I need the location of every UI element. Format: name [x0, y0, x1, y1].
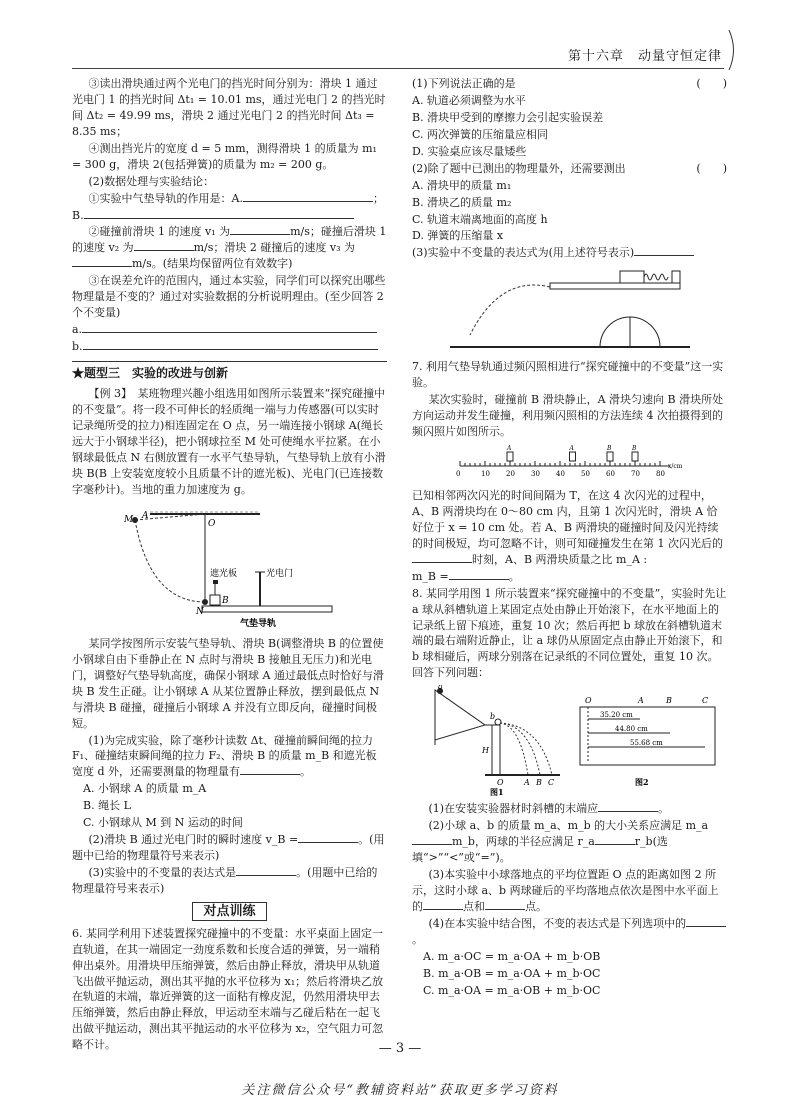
svg-text:B: B	[535, 778, 542, 788]
p8-q4-b: B. m_a·OB = m_a·OA + m_b·OC	[423, 966, 601, 980]
scale-label: 80	[655, 470, 665, 478]
svg-text:B: B	[221, 595, 229, 606]
pendulum-airtrack-figure	[110, 502, 350, 632]
p6-q2-c: C. 轨道末端离地面的高度 h	[412, 212, 548, 226]
p8-q4-c: C. m_a·OA = m_a·OB + m_b·OC	[423, 983, 601, 997]
p8-q4-a: A. m_a·OC = m_a·OA + m_b·OB	[423, 949, 601, 963]
answer-blank[interactable]	[236, 865, 296, 876]
answer-blank[interactable]	[595, 834, 635, 845]
left-column	[72, 76, 387, 1054]
answer-blank[interactable]	[634, 245, 694, 256]
answer-blank[interactable]	[83, 339, 378, 350]
problem7-text-d: m_B = 。	[412, 569, 520, 583]
q-rail-role: ①实验中气垫导轨的作用是：A. ；	[88, 191, 384, 205]
example3-q1: (1)为完成实验，除了毫秒计读数 Δt、碰撞前瞬间绳的拉力 F₁、碰撞结束瞬间绳的拉力 F₂、滑块 B 的质量 m_B 和遮光板宽度 d 外，还需要测量的物理量有 。	[72, 733, 377, 779]
problem6-text: 6. 某同学利用下述装置探究碰撞中的不变量：水平桌面上固定一直轨道，在其一端固定一劲度系数和长度合适的弹簧，另一端稍伸出桌外。用滑块甲压缩弹簧，然后由静止释放，滑块甲从轨道飞出做平抛运动，测出其平抛的水平位移为 x₁；然后将滑块乙放在轨道的末端，靠近弹簧的这一面粘有橡皮泥，仍然用滑块甲去压缩弹簧，然后由静止释放，甲运动至末端与乙碰后粘在一起飞出做平抛运动，测出其平抛运动的水平位移为 x₂，空气阻力可忽略不计。	[72, 926, 384, 1052]
svg-text:气垫导轨: 气垫导轨	[239, 618, 276, 629]
p6-q1: (1)下列说法正确的是 ( )	[412, 77, 727, 90]
collision-figures	[420, 685, 720, 797]
scale-unit: x/cm	[667, 463, 682, 470]
svg-text:A: A	[637, 696, 644, 706]
answer-blank[interactable]	[412, 552, 472, 563]
answer-blank[interactable]	[84, 208, 354, 219]
page-number: — 3 —	[378, 1041, 422, 1056]
answer-blank[interactable]	[72, 256, 132, 267]
p8-q4: (4)在本实验中结合图，不变的表达式是下列选项中的。	[412, 916, 727, 948]
answer-blank[interactable]	[485, 899, 525, 910]
problem7-text-c: 已知相邻两次闪光的时间间隔为 T，在这 4 次闪光的过程中，A、B 两滑块均在 0～80 cm 内，且第 1 次闪光时，滑块 A 恰好位于 x = 10 cm 处。若 A、B 两滑块的碰撞时间及闪光持续的时间极短，均可忽略不计，则可知碰撞发生在第 1 次闪光后的时刻，A、B 两滑块质量之比 m_A :	[412, 489, 723, 566]
answer-blank[interactable]	[134, 240, 194, 251]
step3-text: ③读出滑块通过两个光电门的挡光时间分别为：滑块 1 通过光电门 1 的挡光时间 Δt₁ = 10.01 ms，通过光电门 2 的挡光时间 Δt₂ = 49.99 ms，滑块 2 通过光电门 2 的挡光时间 Δt₃ = 8.35 ms；	[72, 77, 386, 138]
slider-mark	[569, 452, 575, 461]
answer-blank[interactable]	[82, 322, 377, 333]
slider-mark	[607, 452, 613, 461]
p6-q1-a: A. 轨道必须调整为水平	[412, 93, 526, 107]
chapter-title: 第十六章 动量守恒定律	[567, 49, 722, 64]
problem7-text: 7. 利用气垫导轨通过频闪照相进行“探究碰撞中的不变量”这一实验。	[412, 360, 724, 390]
page-header	[0, 0, 800, 70]
svg-text:C: C	[547, 778, 554, 788]
slider-label: A	[506, 445, 511, 452]
option-c: C. 小钢球从 M 到 N 运动的时间	[83, 816, 243, 830]
p8-q1: (1)在安装实验器材时斜槽的末端应 。	[428, 802, 670, 816]
answer-a: a.	[72, 322, 387, 338]
q-invariants: ③在误差允许的范围内，通过本实验，同学们可以探究出哪些物理量是不变的？通过对实验数据的分析说明理由。(至少回答 2 个不变量)	[72, 274, 386, 320]
svg-text:图2: 图2	[634, 777, 649, 788]
answer-blank[interactable]	[298, 832, 358, 843]
answer-blank[interactable]	[240, 764, 300, 775]
p6-q2-b: B. 滑块乙的质量 m₂	[412, 195, 512, 209]
p8-q3: (3)本实验中小球落地点的平均位置距 O 点的距离如图 2 所示，这时小球 a、b 两球碰后的平均落地点依次是图中水平面上的 点和 点。	[412, 868, 719, 913]
q-velocities: ②碰撞前滑块 1 的速度 v₁ 为 m/s；碰撞后滑块 1 的速度 v₂ 为 m/s；滑块 2 碰撞后的速度 v₃ 为m/s。(结果均保留两位有效数字)	[72, 225, 387, 271]
p6-q1-b: B. 滑块甲受到的摩擦力会引起实验误差	[412, 110, 604, 124]
scale-label: 40	[555, 470, 565, 478]
svg-text:M: M	[123, 514, 133, 525]
scale-label: 10	[480, 470, 490, 478]
q-rail-role-b: B.	[72, 208, 387, 224]
header-rule	[72, 68, 724, 69]
right-column	[412, 76, 727, 1000]
example3-procedure: 某同学按图所示安装气垫导轨、滑块 B(调整滑块 B 的位置使小钢球自由下垂静止在 N 点时与滑块 B 接触且无压力)和光电门，调整好气垫导轨高度，确保小钢球 A 通过最低点时恰好与滑块 B 发生正碰。让小钢球 A 从某位置静止释放，摆到最低点 N 与滑块 B 碰撞，碰撞后小钢球 A 并没有立即反向，碰撞时间极短。	[72, 636, 384, 730]
slider-label: A	[569, 445, 574, 452]
problem8-text: 8. 某同学用图 1 所示装置来“探究碰撞中的不变量”，实验时先让 a 球从斜槽轨道上某固定点处由静止开始滚下，在水平地面上的记录纸上留下痕迹，重复 10 次；然后再把 b 球放在斜槽轨道末端的最右端附近静止，让 a 球仍从原固定点由静止开始滚下，和 b 球相碰后，两球分别落在记录纸的不同位置处，重复 10 次。回答下列问题：	[412, 586, 727, 680]
svg-text:b: b	[489, 712, 495, 722]
svg-text:遮光板: 遮光板	[209, 568, 237, 579]
svg-text:O: O	[584, 696, 592, 706]
scale-label: 60	[605, 470, 615, 478]
slider-mark	[507, 452, 513, 461]
svg-text:A: A	[523, 778, 530, 788]
scale-label: 0	[455, 470, 460, 478]
footer-note: 关注微信公众号“教辅资料站”获取更多学习资料	[241, 1083, 559, 1098]
svg-text:H: H	[481, 746, 489, 756]
scale-label: 20	[505, 470, 515, 478]
example3-q2: (2)滑块 B 通过光电门时的瞬时速度 v_B = 。(用题中已给的物理量符号来表示)	[72, 833, 385, 863]
data-processing-heading: (2)数据处理与实验结论：	[88, 174, 215, 188]
spring-track-figure	[440, 265, 700, 355]
example3-q3: (3)实验中的不变量的表达式是 。(用题中已给的物理量符号来表示)	[72, 866, 378, 895]
svg-text:44.80 cm: 44.80 cm	[614, 725, 648, 734]
svg-text:35.20 cm: 35.20 cm	[599, 711, 633, 720]
answer-blank[interactable]	[243, 191, 373, 202]
step4-text: ④测出挡光片的宽度 d = 5 mm，测得滑块 1 的质量为 m₁ = 300 g，滑块 2(包括弹簧)的质量为 m₂ = 200 g。	[72, 141, 377, 171]
answer-blank[interactable]	[423, 899, 463, 910]
flash-photo-scale	[450, 444, 690, 484]
scale-label: 70	[630, 470, 640, 478]
p6-q3: (3)实验中不变量的表达式为(用上述符号表示)	[412, 245, 727, 261]
p6-q1-c: C. 两次弹簧的压缩量应相同	[412, 127, 549, 141]
answer-blank[interactable]	[598, 801, 658, 812]
practice-title: 对点训练	[72, 903, 387, 922]
scale-label: 50	[580, 470, 590, 478]
option-b: B. 绳长 L	[83, 799, 131, 813]
svg-text:A: A	[141, 510, 148, 521]
p6-q1-d: D. 实验桌应该尽量矮些	[412, 144, 527, 158]
answer-blank[interactable]	[412, 834, 452, 845]
answer-blank[interactable]	[686, 916, 726, 927]
example3-text: 【例 3】 某班物理兴趣小组选用如图所示装置来“探究碰撞中的不变量”。将一段不可伸长的轻质绳一端与力传感器(可以实时记录绳所受的拉力)相连固定在 O 点，另一端连接小钢球 A(绳长远大于小钢球半径)，把小钢球拉至 M 处可使绳水平拉紧。在小钢球最低点 N 右侧放置有一水平气垫导轨，气垫导轨上放有小滑块 B(B 上安装宽度较小且质量不计的遮光板)、光电门(已连接数字毫秒计)。当地的重力加速度为 g。	[72, 387, 386, 496]
svg-text:55.68 cm: 55.68 cm	[629, 739, 663, 748]
option-a: A. 小钢球 A 的质量 m_A	[83, 782, 207, 796]
header-curl-decoration	[726, 30, 738, 70]
svg-text:N: N	[195, 606, 204, 617]
p6-q2-d: D. 弹簧的压缩量 x	[412, 229, 504, 243]
svg-text:O: O	[496, 778, 504, 788]
p6-q2: (2)除了题中已测出的物理量外，还需要测出 ( )	[412, 161, 727, 175]
answer-blank[interactable]	[230, 224, 290, 235]
section-title: ★题型三 实验的改进与创新	[72, 361, 387, 382]
svg-text:O: O	[207, 518, 215, 529]
svg-text:C: C	[701, 696, 708, 706]
problem7-text-b: 某次实验时，碰撞前 B 滑块静止，A 滑块匀速向 B 滑块所处方向运动并发生碰撞，利用频闪照相的方法连续 4 次拍摄得到的频闪照片如图所示。	[412, 393, 724, 439]
p6-q2-a: A. 滑块甲的质量 m₁	[412, 178, 512, 192]
svg-text:图1: 图1	[489, 787, 504, 798]
svg-text:a: a	[437, 685, 443, 692]
slider-label: B	[631, 445, 636, 452]
answer-blank[interactable]	[449, 569, 509, 580]
slider-mark	[632, 452, 638, 461]
svg-text:光电门: 光电门	[265, 568, 293, 579]
svg-text:B: B	[665, 696, 672, 706]
p8-q2: (2)小球 a、b 的质量 m_a、m_b 的大小关系应满足 m_am_b，两球的半径应满足 r_a r_b(选填“>”“<”或“=”)。	[412, 819, 709, 865]
scale-label: 30	[530, 470, 540, 478]
slider-label: B	[606, 445, 611, 452]
answer-b: b.	[72, 339, 387, 355]
